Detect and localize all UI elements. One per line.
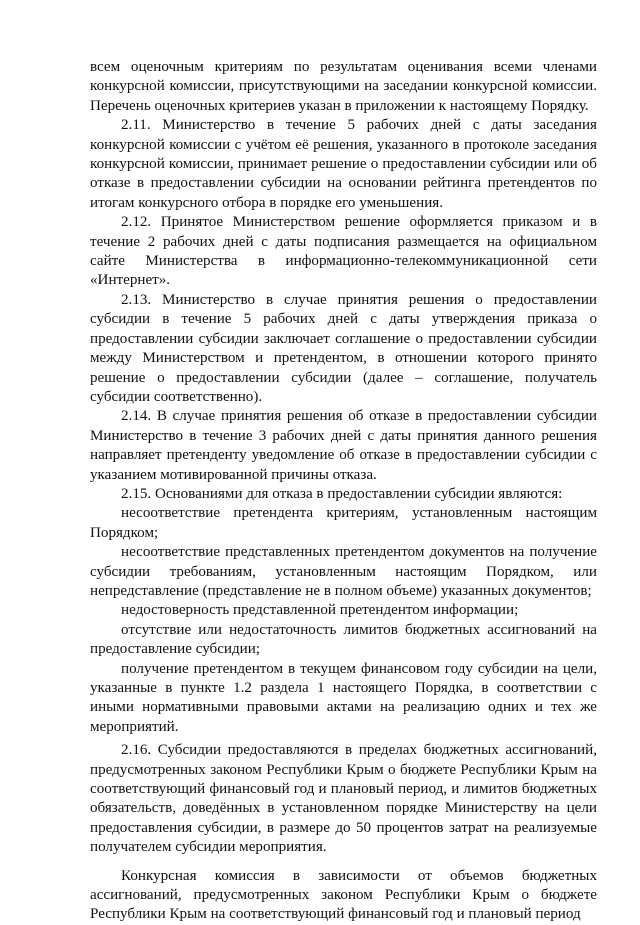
refusal-ground-documents: несоответствие представленных претендентом документов на получение субсидии требованиям, установленным настоящим Порядком, или непредставление (представление не в полном объеме) указанных документов; — [90, 544, 597, 599]
refusal-ground-budget-limits: отсутствие или недостаточность лимитов бюджетных ассигнований на предоставление субсидии; — [90, 621, 597, 658]
paragraph-2-16: 2.16. Субсидии предоставляются в пределах бюджетных ассигнований, предусмотренных законом Республики Крым о бюджете Республики Крым на соответствующий финансовый год и плановый период, и лимитов бюджетных обязательств, доведённых в установленном порядке Министерству на цели предоставления субсидии, в размере до 50 процентов затрат на реализуемые получателем субсидии мероприятия. — [90, 742, 597, 856]
paragraph-criteria-continuation: всем оценочным критериям по результатам оценивания всеми членами конкурсной комиссии, присутствующими на заседании конкурсной комиссии. Перечень оценочных критериев указан в приложении к настоящему Порядку. — [90, 59, 597, 114]
paragraph-2-13: 2.13. Министерство в случае принятия решения о предоставлении субсидии в течение 5 рабочих дней с даты утверждения приказа о предоставлении субсидии заключает соглашение о предоставлении субсидии между Министерством и претендентом, в отношении которого принято решение о предоставлении субсидии (далее – соглашение, получатель субсидии соответственно). — [90, 291, 597, 405]
paragraph-2-11: 2.11. Министерство в течение 5 рабочих дней с даты заседания конкурсной комиссии с учётом её решения, указанного в протоколе заседания конкурсной комиссии, принимает решение о предоставлении субсидии или об отказе в предоставлении субсидии на основании рейтинга претендентов по итогам конкурсного отбора в порядке его уменьшения. — [90, 117, 597, 211]
paragraph-commission: Конкурсная комиссия в зависимости от объемов бюджетных ассигнований, предусмотренных законом Республики Крым о бюджете Республики Крым на соответствующий финансовый год и плановый период — [90, 867, 597, 923]
refusal-ground-duplicate-subsidy: получение претендентом в текущем финансовом году субсидии на цели, указанные в пункте 1.2 раздела 1 настоящего Порядка, в соответствии с иными нормативными правовыми актами на реализацию одних и тех же мероприятий. — [90, 660, 597, 735]
paragraph-2-14: 2.14. В случае принятия решения об отказе в предоставлении субсидии Министерство в течение 3 рабочих дней с даты принятия данного решения направляет претенденту уведомление об отказе в предоставлении субсидии с указанием мотивированной причины отказа. — [90, 408, 597, 483]
refusal-ground-unreliable-info: недостоверность представленной претендентом информации; — [121, 602, 519, 619]
paragraph-2-12: 2.12. Принятое Министерством решение оформляется приказом и в течение 2 рабочих дней с даты подписания размещается на официальном сайте Министерства в информационно-телекоммуникационной сети «Интернет». — [90, 214, 597, 289]
refusal-ground-criteria: несоответствие претендента критериям, установленным настоящим Порядком; — [90, 505, 597, 541]
document-page — [90, 58, 597, 925]
paragraph-2-15: 2.15. Основаниями для отказа в предоставлении субсидии являются: — [121, 485, 563, 502]
